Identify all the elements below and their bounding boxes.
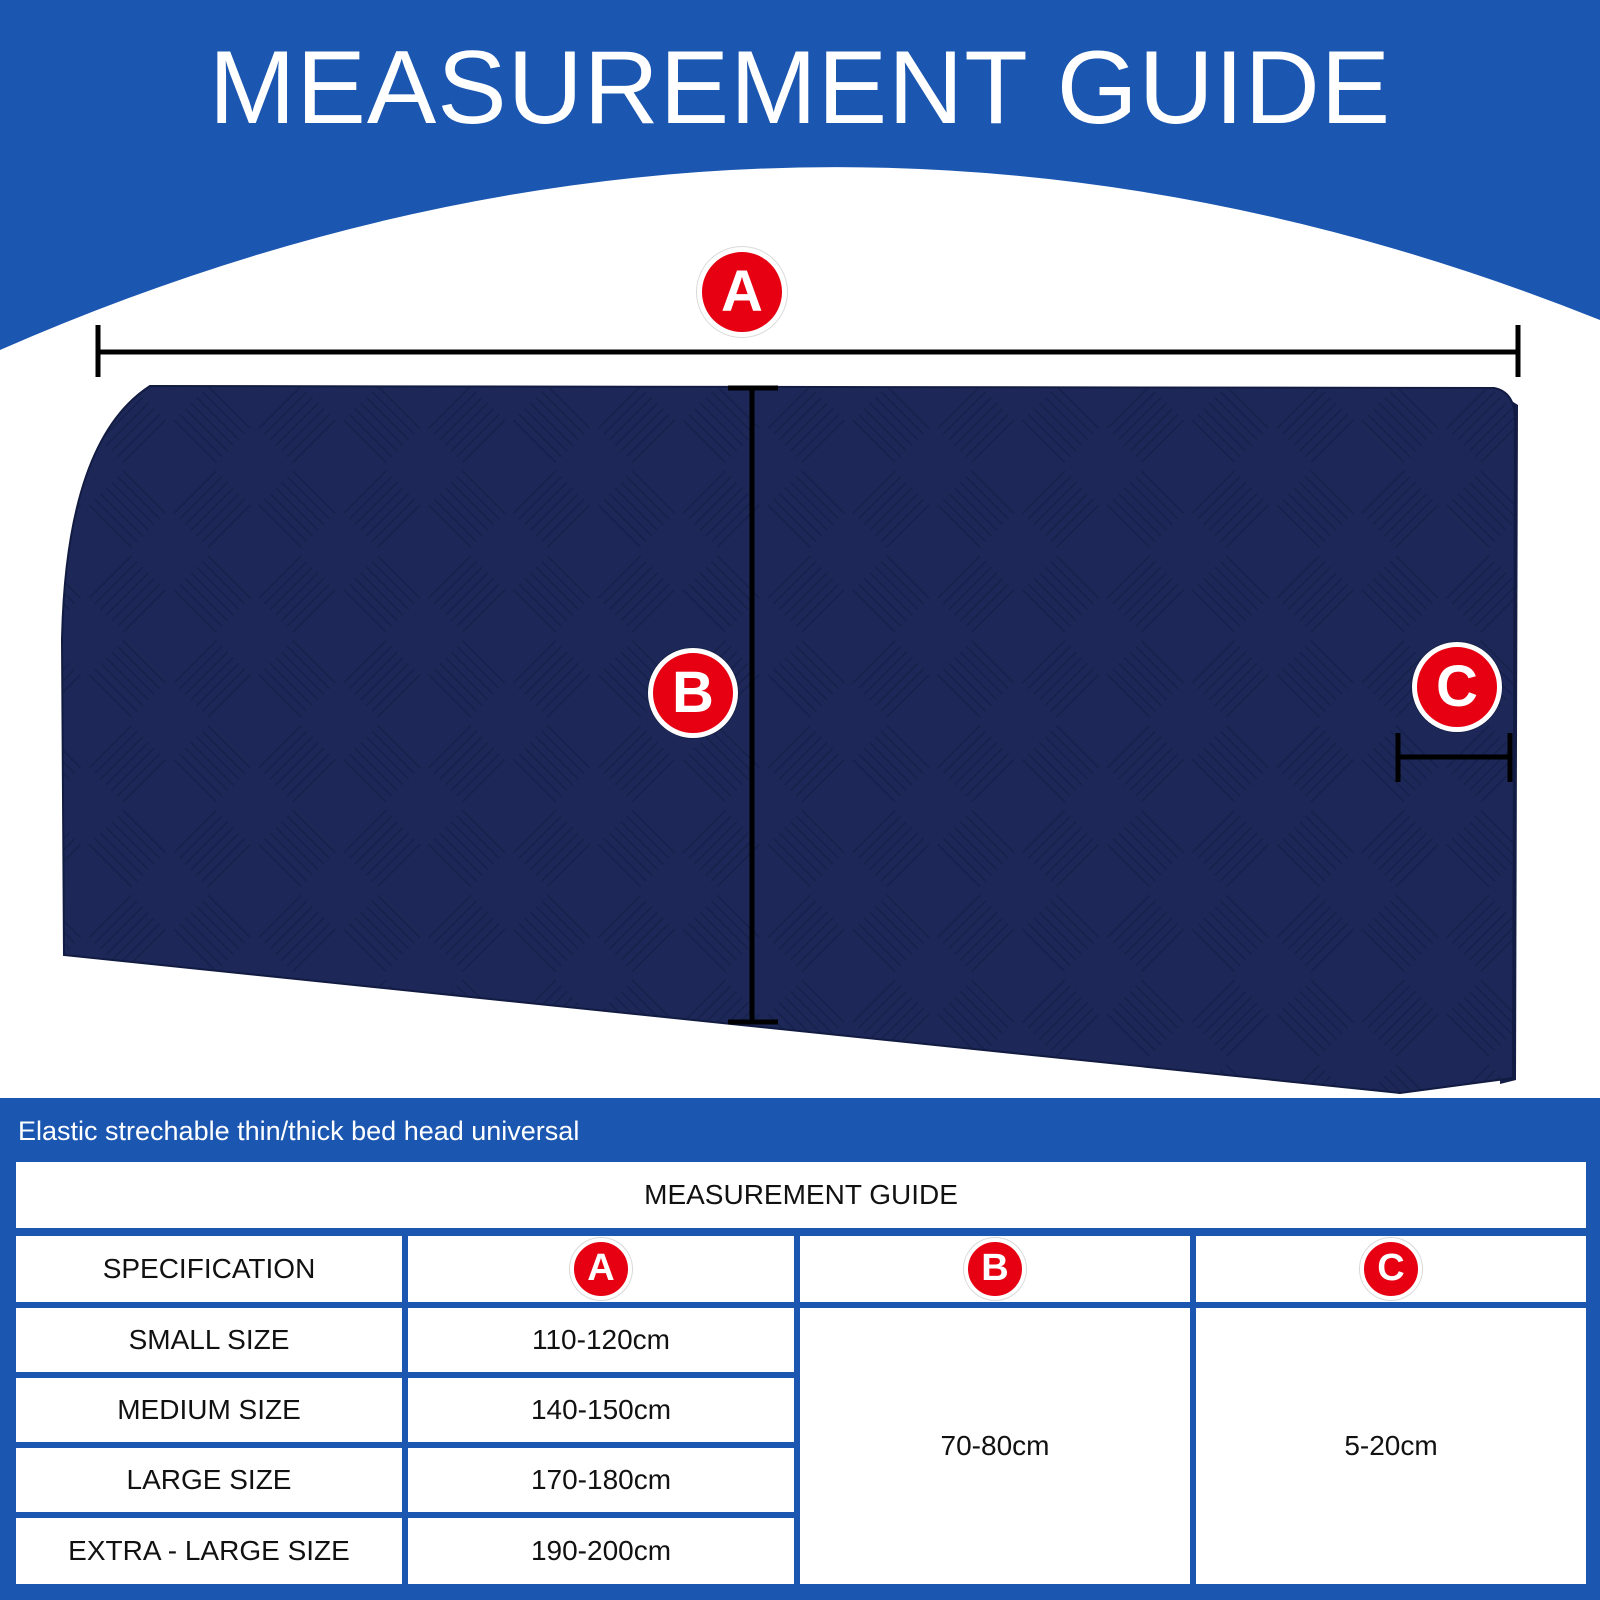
row-a-small: 110-120cm — [408, 1308, 794, 1372]
row-a-large: 170-180cm — [408, 1448, 794, 1512]
row-a-xl: 190-200cm — [408, 1518, 794, 1584]
page-title: MEASUREMENT GUIDE — [208, 30, 1392, 146]
col-header-b — [800, 1236, 1190, 1302]
row-size-small: SMALL SIZE — [16, 1308, 402, 1372]
b-value-cell: 70-80cm — [800, 1308, 1190, 1584]
dimension-a-line — [98, 325, 1518, 377]
spec-header: SPECIFICATION — [16, 1236, 402, 1302]
row-size-large: LARGE SIZE — [16, 1448, 402, 1512]
col-header-a — [408, 1236, 794, 1302]
marker-c-small: C — [1360, 1238, 1422, 1300]
row-size-medium: MEDIUM SIZE — [16, 1378, 402, 1442]
marker-b: B — [648, 648, 738, 738]
row-size-xl: EXTRA - LARGE SIZE — [16, 1518, 402, 1584]
table-caption: Elastic strechable thin/thick bed head universal — [18, 1116, 580, 1146]
row-a-medium: 140-150cm — [408, 1378, 794, 1442]
c-value-cell: 5-20cm — [1196, 1308, 1586, 1584]
table-title: MEASUREMENT GUIDE — [16, 1162, 1586, 1228]
headboard — [62, 386, 1515, 1093]
col-header-c — [1196, 1236, 1586, 1302]
marker-c: C — [1412, 642, 1502, 732]
marker-b-small: B — [964, 1238, 1026, 1300]
marker-a-small: A — [570, 1238, 632, 1300]
marker-a: A — [697, 247, 787, 337]
